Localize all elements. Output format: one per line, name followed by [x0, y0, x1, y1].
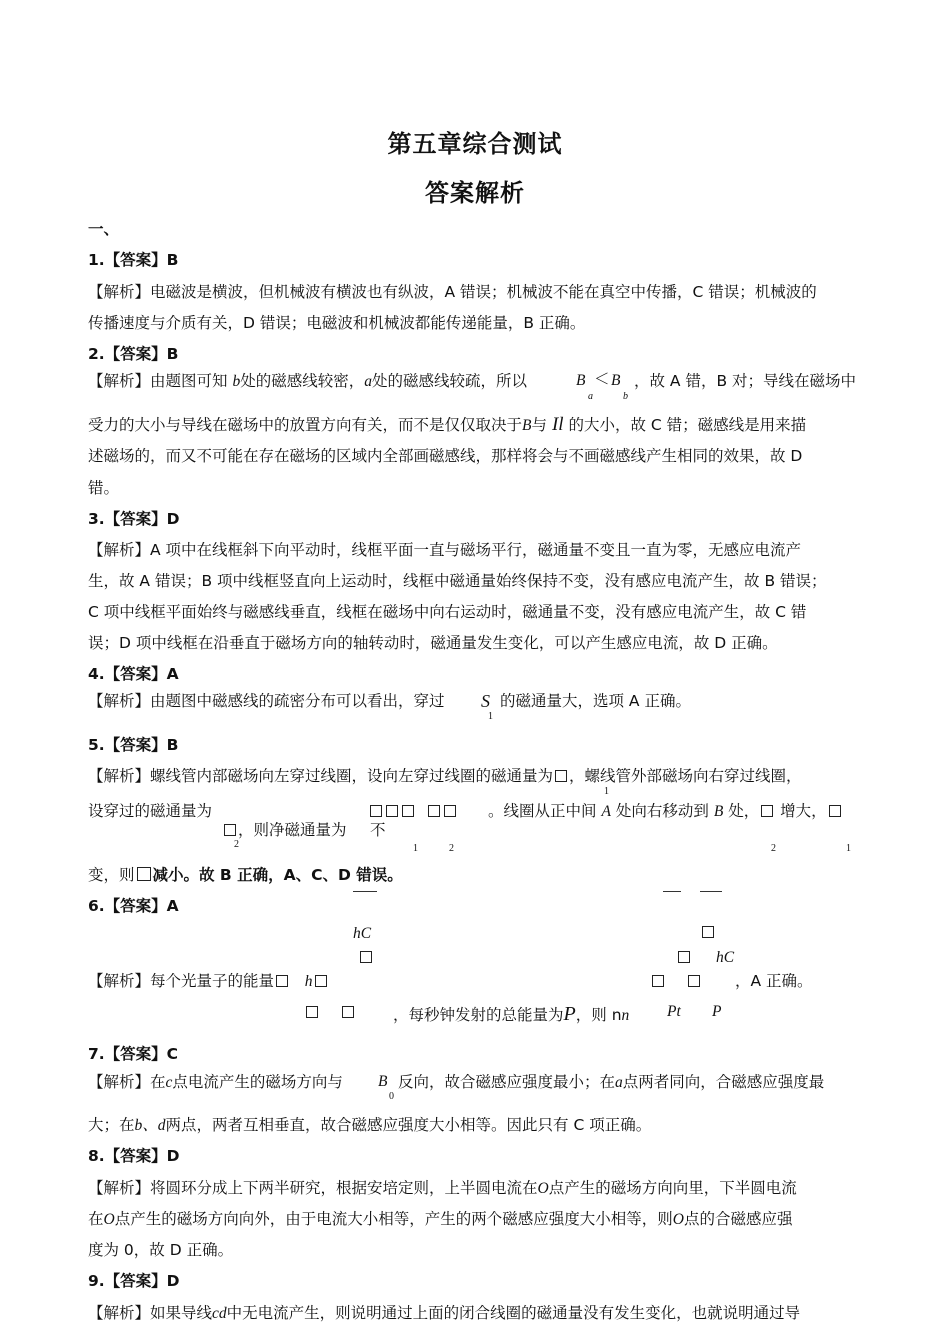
q4-analysis-line1-start: 【解析】由题图中磁感线的疏密分布可以看出，穿过: [88, 692, 445, 710]
phi-box-right2: [829, 805, 841, 817]
q2-subscript-b: b: [623, 391, 628, 402]
q9-answer: 9.【答案】D: [88, 1272, 180, 1290]
q8-analysis-line1: 【解析】将圆环分成上下两半研究，根据安培定则，上半圆电流在O点产生的磁场方向向里，下半圆电流: [88, 1179, 797, 1197]
q7-B: B: [378, 1073, 388, 1090]
q3-analysis-line3: C 项中线框平面始终与磁感线垂直，线框在磁场中向右运动时，磁通量不变，没有感应电流产生，故 C 错: [88, 603, 807, 621]
q5-net-flux-formula: [368, 801, 458, 821]
q6-box-top-right: [700, 922, 716, 942]
q6-hC-right: hC: [716, 949, 735, 966]
q5-analysis-line3: 变，则 减小。故 B 正确，A、C、D 错误。: [88, 866, 403, 884]
q2-subscript-a: a: [588, 391, 593, 402]
q6-energy-box: [276, 975, 288, 987]
net-flux-box-3: [402, 805, 414, 817]
q2-formula-lt: ＜: [594, 370, 610, 388]
q5-subscript-t2: 2: [449, 843, 454, 854]
phi-box-right1: [761, 805, 773, 817]
q5-analysis-line2-start: 设穿过的磁通量为: [88, 802, 213, 820]
q6-box-mid-left: [358, 947, 374, 967]
q5-analysis-line1: 【解析】螺线管内部磁场向左穿过线圈，设向左穿过线圈的磁通量为 ，螺线管外部磁场向右穿过线圈，: [88, 767, 802, 785]
q4-analysis-line1-end: 的磁通量大，选项 A 正确。: [500, 692, 691, 710]
q5-answer: 5.【答案】B: [88, 736, 179, 754]
q5-analysis-line2-mid: 。线圈从正中间 A 处向右移动到 B 处， 增大，: [488, 801, 843, 822]
net-flux-box-2: [386, 805, 398, 817]
q6-P: P: [712, 1003, 722, 1020]
q6-nu-box: [315, 975, 327, 987]
q6-box-f: [306, 1006, 318, 1018]
q3-analysis-line4: 误；D 项中线框在沿垂直于磁场方向的轴转动时，磁通量发生变化，可以产生感应电流，故 D 正确。: [88, 634, 778, 652]
q6-box-g: [342, 1006, 354, 1018]
q8-analysis-line2: 在O点产生的磁场方向向外，由于电流大小相等，产生的两个磁感应强度大小相等，则O点的合磁感应强: [88, 1210, 793, 1228]
q1-analysis-line2: 传播速度与介质有关，D 错误；电磁波和机械波都能传递能量，B 正确。: [88, 314, 586, 332]
q8-analysis-line3: 度为 0，故 D 正确。: [88, 1241, 234, 1259]
q6-Pt: Pt: [667, 1003, 681, 1020]
q6-analysis-line1: 【解析】每个光量子的能量 h: [88, 971, 329, 992]
net-flux-box-4: [428, 805, 440, 817]
q2-analysis-line3: 述磁场的，而又不可能在存在磁场的区域内全部画磁感线，那样将会与不画磁感线产生相同的效果，故 D: [88, 447, 803, 465]
q2-analysis-line2: 受力的大小与导线在磁场中的放置方向有关，而不是仅仅取决于B与 Il 的大小，故 C 错；磁感线是用来描: [88, 414, 807, 435]
q7-analysis-line1-end: 反向，故合磁感应强度最小；在a点两者同向，合磁感应强度最: [398, 1073, 825, 1091]
q6-answer: 6.【答案】A: [88, 897, 179, 915]
net-flux-box-5: [444, 805, 456, 817]
q1-analysis-line1: 【解析】电磁波是横波，但机械波有横波也有纵波，A 错误；机械波不能在真空中传播，C 错误；机械波的: [88, 283, 817, 301]
q5-not: 不: [370, 821, 386, 839]
phi1-box: [555, 770, 567, 782]
q3-answer: 3.【答案】D: [88, 510, 180, 528]
q3-analysis-line2: 生，故 A 错误；B 项中线框竖直向上运动时，线框中磁通量始终保持不变，没有感应电流产生，故 B 错误；: [88, 572, 827, 590]
fraction-bar-right-1: [663, 891, 681, 892]
q4-subscript-1: 1: [488, 711, 493, 722]
q3-analysis-line1: 【解析】A 项中在线框斜下向平动时，线框平面一直与磁场平行，磁通量不变且一直为零，无感应电流产: [88, 541, 802, 559]
q6-box-e: [688, 975, 700, 987]
q2-answer: 2.【答案】B: [88, 345, 179, 363]
q6-box-c: [678, 951, 690, 963]
net-flux-box-1: [370, 805, 382, 817]
q7-analysis-line1-start: 【解析】在c点电流产生的磁场方向与: [88, 1073, 343, 1091]
q2-analysis-line1-end: ，故 A 错，B 对；导线在磁场中: [634, 372, 857, 390]
q2-analysis-line4: 错。: [88, 479, 120, 497]
q6-box-d: [652, 975, 664, 987]
q6-formula-left: [304, 1002, 356, 1022]
q8-answer: 8.【答案】D: [88, 1147, 180, 1165]
q9-analysis-line1: 【解析】如果导线cd中无电流产生，则说明通过上面的闭合线圈的磁通量没有发生变化，也就说明通过导: [88, 1304, 801, 1322]
fraction-bar-left: [353, 891, 377, 892]
q6-box-a: [702, 926, 714, 938]
q2-formula-B-a: B: [576, 372, 586, 389]
section-heading: 一、: [88, 220, 120, 238]
q5-analysis-line2-phi2: ，则净磁通量为: [222, 820, 347, 840]
q6-box-mid-right: [676, 947, 692, 967]
q7-answer: 7.【答案】C: [88, 1045, 179, 1063]
doc-subtitle: 答案解析: [425, 179, 525, 207]
q6-hC-left: hC: [353, 925, 372, 942]
q5-subscript-t1: 1: [413, 843, 418, 854]
q5-subscript-t4: 1: [846, 843, 851, 854]
q6-analysis-line2: ，每秒钟发射的总能量为P，则 nn: [393, 1003, 630, 1025]
q7-subscript-0: 0: [389, 1091, 394, 1102]
q4-answer: 4.【答案】A: [88, 665, 179, 683]
q6-analysis-line1-end: ，A 正确。: [735, 972, 813, 990]
q2-formula-B-b: B: [611, 372, 621, 389]
q2-analysis-line1: 【解析】由题图可知 b处的磁感线较密，a处的磁感线较疏，所以: [88, 372, 527, 390]
phi2-box: [224, 824, 236, 836]
q6-box-b: [360, 951, 372, 963]
q5-subscript-t3: 2: [771, 843, 776, 854]
q7-analysis-line2: 大；在b、d两点，两者互相垂直，故合磁感应强度大小相等。因此只有 C 项正确。: [88, 1116, 652, 1134]
q1-answer: 1.【答案】B: [88, 251, 179, 269]
q6-formula-right: [650, 971, 702, 991]
phi-box-net: [137, 867, 151, 881]
q4-S: S: [481, 691, 490, 711]
fraction-bar-right-2: [700, 891, 722, 892]
q5-subscript-1a: 1: [604, 786, 609, 797]
q5-subscript-2a: 2: [234, 839, 239, 850]
doc-title: 第五章综合测试: [387, 130, 563, 158]
